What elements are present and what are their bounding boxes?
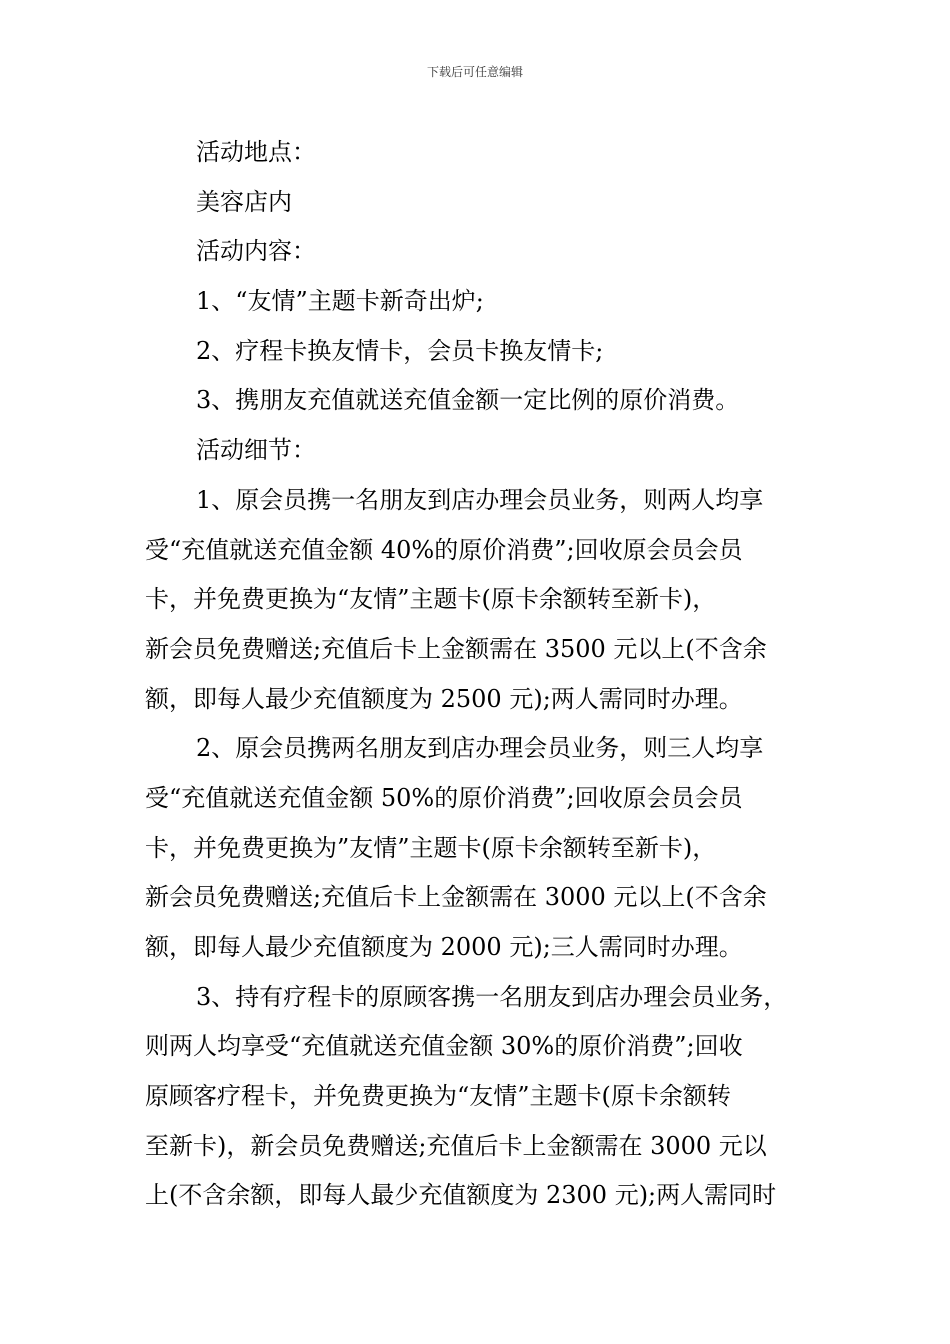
text-line: 新会员免费赠送;充值后卡上金额需在 3500 元以上(不含余 — [145, 634, 767, 663]
text-line: 原顾客疗程卡，并免费更换为“友情”主题卡(原卡余额转 — [145, 1082, 731, 1111]
text-line: 3、携朋友充值就送充值金额一定比例的原价消费。 — [196, 386, 740, 415]
text-line: 3、持有疗程卡的原顾客携一名朋友到店办理会员业务， — [196, 982, 788, 1011]
text-line: 卡，并免费更换为“友情”主题卡(原卡余额转至新卡)， — [145, 585, 717, 614]
text-line: 活动细节： — [196, 436, 316, 465]
text-line: 1、原会员携一名朋友到店办理会员业务，则两人均享 — [196, 485, 764, 514]
text-line: 受“充值就送充值金额 50%的原价消费”;回收原会员会员 — [145, 783, 743, 812]
page-header: 下载后可任意编辑 — [426, 65, 523, 79]
text-line: 至新卡)，新会员免费赠送;充值后卡上金额需在 3000 元以 — [145, 1131, 767, 1160]
text-line: 受“充值就送充值金额 40%的原价消费”;回收原会员会员 — [145, 535, 743, 564]
text-line: 活动内容： — [196, 237, 316, 266]
text-line: 活动地点： — [196, 138, 316, 166]
text-line: 上(不含余额，即每人最少充值额度为 2300 元);两人需同时 — [145, 1181, 777, 1210]
text-line: 则两人均享受“充值就送充值金额 30%的原价消费”;回收 — [145, 1032, 743, 1061]
text-line: 额，即每人最少充值额度为 2000 元);三人需同时办理。 — [145, 933, 743, 961]
text-line: 2、原会员携两名朋友到店办理会员业务，则三人均享 — [196, 734, 764, 763]
text-line: 卡，并免费更换为”友情”主题卡(原卡余额转至新卡)， — [145, 833, 717, 862]
text-line: 美容店内 — [196, 187, 292, 216]
text-line: 额，即每人最少充值额度为 2500 元);两人需同时办理。 — [145, 684, 743, 713]
text-line: 1、“友情”主题卡新奇出炉; — [196, 287, 484, 316]
text-line: 新会员免费赠送;充值后卡上金额需在 3000 元以上(不含余 — [145, 883, 767, 912]
text-line: 2、疗程卡换友情卡，会员卡换友情卡; — [196, 336, 604, 365]
document-body — [145, 128, 815, 1221]
